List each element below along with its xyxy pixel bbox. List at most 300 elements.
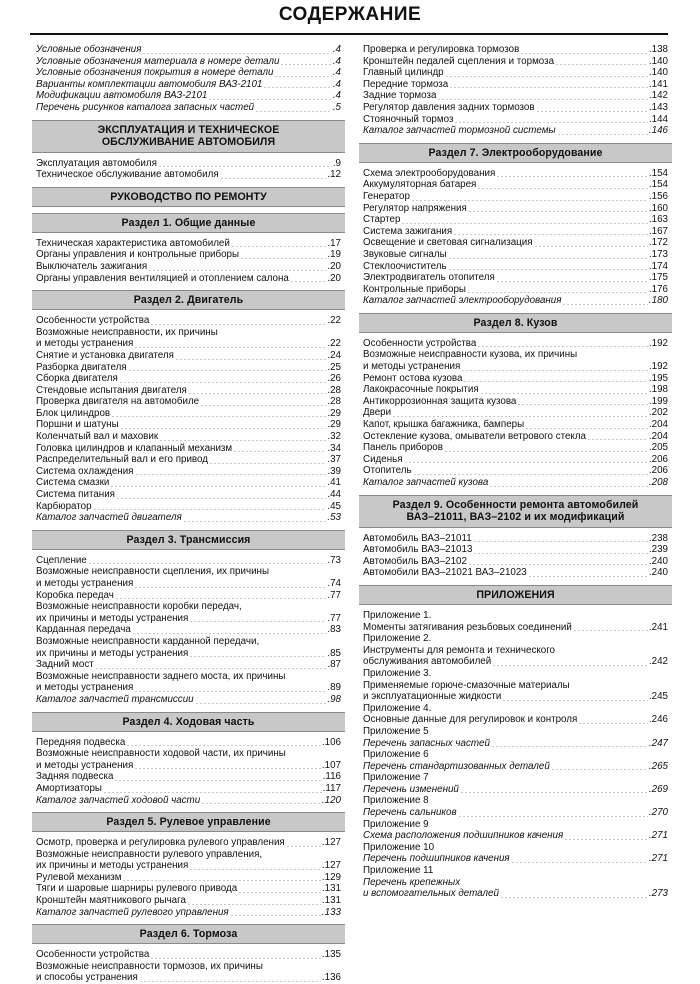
dot-leader bbox=[286, 846, 321, 847]
toc-entry-page: .273 bbox=[648, 888, 668, 900]
toc-entry[interactable] bbox=[36, 273, 341, 285]
toc-entry-line: Возможные неисправности рулевого управления, bbox=[36, 848, 263, 860]
toc-entry-line: Приложение 5 bbox=[363, 725, 429, 737]
dot-leader bbox=[467, 292, 648, 293]
toc-entry-page: .5 bbox=[332, 101, 341, 113]
toc-entry-line: Возможные неисправности сцепления, их причины bbox=[36, 566, 269, 578]
toc-entry-page: .87 bbox=[327, 659, 341, 671]
toc-entry[interactable] bbox=[363, 691, 668, 703]
toc-entry-title: Каталог запчастей кузова bbox=[363, 477, 489, 488]
toc-entry-page: .32 bbox=[327, 431, 341, 443]
toc-entry-page: .206 bbox=[648, 465, 668, 477]
toc-entry-title: Перечень стандартизованных деталей bbox=[363, 760, 550, 772]
toc-entry[interactable] bbox=[363, 214, 668, 226]
toc-entry[interactable] bbox=[363, 272, 668, 284]
toc-entry-title: Моменты затягивания резьбовых соединений bbox=[363, 621, 572, 633]
toc-entry-page: .269 bbox=[648, 783, 668, 795]
toc-entry-page: .240 bbox=[648, 555, 668, 567]
toc-entry-title: Задняя подвеска bbox=[36, 771, 114, 783]
toc-entry-title: Схема электрооборудования bbox=[363, 167, 496, 179]
toc-entry-title: и методы устранения bbox=[363, 361, 461, 373]
toc-entry[interactable] bbox=[363, 761, 668, 773]
toc-entry[interactable] bbox=[363, 102, 668, 114]
toc-entry[interactable] bbox=[363, 477, 668, 489]
toc-entry-line: Возможные неисправности ходовой части, их причины bbox=[36, 748, 286, 760]
dot-leader bbox=[110, 486, 326, 487]
toc-entry[interactable] bbox=[363, 361, 668, 373]
toc-entry[interactable] bbox=[36, 860, 341, 872]
dot-leader bbox=[220, 178, 327, 179]
dot-leader bbox=[189, 621, 326, 622]
page-title: СОДЕРЖАНИЕ bbox=[278, 4, 422, 25]
toc-entry-title: Электродвигатель отопителя bbox=[363, 272, 495, 284]
toc-entry[interactable] bbox=[363, 114, 668, 126]
section-heading bbox=[32, 213, 345, 233]
section-heading-line: Раздел 9. Особенности ремонта автомобилей bbox=[392, 498, 639, 511]
toc-entry-title: Карданная передача bbox=[36, 624, 131, 636]
section-heading-line: Раздел 3. Трансмиссия bbox=[126, 533, 251, 546]
toc-entry-page: .140 bbox=[648, 55, 668, 67]
dot-leader bbox=[564, 839, 648, 840]
section-heading-line: ВАЗ–21011, ВАЗ–2102 и их модификаций bbox=[406, 510, 625, 523]
toc-entry-title: Звуковые сигналы bbox=[363, 248, 447, 260]
toc-entry-page: .28 bbox=[327, 384, 341, 396]
section-heading bbox=[359, 585, 672, 605]
toc-entry-page: .143 bbox=[648, 101, 668, 113]
dot-leader bbox=[587, 439, 648, 440]
toc-entry[interactable] bbox=[36, 90, 341, 102]
dot-leader bbox=[448, 258, 648, 259]
toc-entry-title: Передние тормоза bbox=[363, 78, 449, 90]
toc-entry-page: .106 bbox=[321, 736, 341, 748]
toc-entry[interactable] bbox=[36, 443, 341, 455]
toc-entry-line: Возможные неисправности коробки передач, bbox=[36, 601, 242, 613]
toc-entry-title: Панель приборов bbox=[363, 442, 443, 454]
toc-entry-title: Выключатель зажигания bbox=[36, 260, 148, 272]
toc-entry[interactable] bbox=[36, 431, 341, 443]
toc-entry-page: .173 bbox=[648, 248, 668, 260]
toc-entry[interactable] bbox=[363, 454, 668, 466]
toc-entry[interactable] bbox=[363, 431, 668, 443]
toc-entry[interactable] bbox=[363, 261, 668, 273]
toc-entry[interactable] bbox=[36, 419, 341, 431]
toc-entry[interactable] bbox=[363, 90, 668, 102]
toc-entry[interactable] bbox=[36, 972, 341, 984]
toc-entry[interactable] bbox=[363, 203, 668, 215]
toc-entry-title: Остекление кузова, омыватели ветрового стекла bbox=[363, 430, 586, 442]
toc-entry-page: .142 bbox=[648, 90, 668, 102]
toc-entry-title: Освещение и световая сигнализация bbox=[363, 237, 533, 249]
dot-leader bbox=[134, 691, 326, 692]
dot-leader bbox=[188, 393, 327, 394]
section-heading bbox=[32, 924, 345, 944]
section-heading bbox=[32, 290, 345, 310]
toc-entry[interactable] bbox=[363, 714, 668, 726]
toc-entry[interactable] bbox=[36, 907, 341, 919]
toc-entry-line: Возможные неисправности кузова, их причины bbox=[363, 349, 578, 361]
toc-entry-page: .135 bbox=[321, 949, 341, 961]
toc-entry[interactable] bbox=[36, 238, 341, 250]
toc-entry-title: Модификации автомобиля ВАЗ-2101 bbox=[36, 90, 208, 102]
toc-entry[interactable] bbox=[363, 56, 668, 68]
section-heading-line: Раздел 1. Общие данные bbox=[121, 216, 256, 229]
toc-entry-page: .37 bbox=[327, 454, 341, 466]
toc-entry-page: .131 bbox=[321, 895, 341, 907]
toc-entry-title: Каталог запчастей ходовой части bbox=[36, 794, 201, 806]
toc-entry-title: Блок цилиндров bbox=[36, 407, 111, 419]
toc-entry-page: .17 bbox=[327, 237, 341, 249]
toc-entry-page: .160 bbox=[648, 202, 668, 214]
dot-leader bbox=[489, 486, 648, 487]
toc-entry[interactable] bbox=[36, 590, 341, 602]
toc-entry-page: .9 bbox=[332, 157, 341, 169]
toc-entry-title: Проверка и регулировка тормозов bbox=[363, 44, 520, 55]
toc-entry-page: .29 bbox=[327, 407, 341, 419]
toc-entry-title: Сцепление bbox=[36, 554, 87, 566]
toc-entry-page: .206 bbox=[648, 453, 668, 465]
toc-entry-page: .242 bbox=[648, 656, 668, 668]
toc-entry[interactable] bbox=[363, 807, 668, 819]
toc-entry[interactable] bbox=[363, 125, 668, 137]
toc-entry-page: .12 bbox=[327, 169, 341, 181]
toc-entry-page: .240 bbox=[648, 567, 668, 579]
section-heading bbox=[32, 120, 345, 153]
toc-entry[interactable] bbox=[36, 949, 341, 961]
dot-leader bbox=[132, 633, 327, 634]
toc-entry-title: Отопитель bbox=[363, 465, 412, 477]
toc-entry-title: Разборка двигателя bbox=[36, 361, 127, 373]
section-heading-line: Раздел 8. Кузов bbox=[473, 316, 558, 329]
toc-entry[interactable] bbox=[36, 477, 341, 489]
dot-leader bbox=[209, 463, 326, 464]
toc-entry-title: Автомобили ВАЗ–21021 ВАЗ–21023 bbox=[363, 567, 527, 579]
dot-leader bbox=[134, 587, 326, 588]
toc-entry[interactable] bbox=[36, 659, 341, 671]
toc-entry-page: .239 bbox=[648, 544, 668, 556]
toc-entry-title: Автомобиль ВАЗ–21011 bbox=[363, 532, 472, 544]
dot-leader bbox=[473, 553, 648, 554]
toc-entry-page: .202 bbox=[648, 407, 668, 419]
toc-entry-title: Коленчатый вал и маховик bbox=[36, 431, 159, 443]
toc-entry-page: .199 bbox=[648, 395, 668, 407]
toc-entry-title: Каталог запчастей рулевого управления bbox=[36, 906, 229, 918]
dot-leader bbox=[274, 76, 331, 77]
toc-entry-title: Антикоррозионная защита кузова bbox=[363, 395, 517, 407]
dot-leader bbox=[460, 792, 648, 793]
toc-entry[interactable] bbox=[363, 373, 668, 385]
toc-entry-page: .174 bbox=[648, 260, 668, 272]
toc-entry[interactable] bbox=[36, 56, 341, 68]
toc-entry[interactable] bbox=[36, 783, 341, 795]
toc-entry-page: .29 bbox=[327, 419, 341, 431]
toc-entry-title: их причины и методы устранения bbox=[36, 647, 189, 659]
toc-entry[interactable] bbox=[36, 408, 341, 420]
toc-entry-page: .20 bbox=[327, 272, 341, 284]
dot-leader bbox=[119, 382, 327, 383]
toc-entry-page: .4 bbox=[332, 78, 341, 90]
toc-entry[interactable] bbox=[36, 249, 341, 261]
toc-entry-page: .120 bbox=[321, 794, 341, 806]
toc-entry-title: Лакокрасочные покрытия bbox=[363, 384, 479, 396]
section-heading-line: ОБСЛУЖИВАНИЕ АВТОМОБИЛЯ bbox=[101, 135, 276, 148]
toc-entry[interactable] bbox=[36, 373, 341, 385]
toc-entry-title: и методы устранения bbox=[36, 338, 134, 350]
toc-entry[interactable] bbox=[363, 284, 668, 296]
toc-entry-page: .138 bbox=[648, 44, 668, 55]
toc-entry[interactable] bbox=[36, 158, 341, 170]
toc-entry[interactable] bbox=[36, 771, 341, 783]
toc-entry-title: Сиденья bbox=[363, 453, 403, 465]
toc-entry-title: Проверка двигателя на автомобиле bbox=[36, 396, 200, 408]
dot-leader bbox=[448, 269, 648, 270]
dot-leader bbox=[120, 428, 327, 429]
dot-leader bbox=[557, 134, 648, 135]
toc-entry[interactable] bbox=[363, 67, 668, 79]
toc-entry[interactable] bbox=[363, 556, 668, 568]
toc-entry-title: Поршни и шатуны bbox=[36, 419, 119, 431]
toc-entry-title: Перечень подшипников качения bbox=[363, 853, 510, 865]
toc-entry-page: .74 bbox=[327, 578, 341, 589]
toc-entry[interactable] bbox=[36, 261, 341, 273]
dot-leader bbox=[500, 897, 648, 898]
toc-entry-title: Задние тормоза bbox=[363, 90, 437, 102]
toc-entry[interactable] bbox=[36, 895, 341, 907]
toc-entry-title: и эксплуатационные жидкости bbox=[363, 691, 502, 703]
toc-entry-title: Условные обозначения покрытия в номере детали bbox=[36, 67, 274, 79]
toc-entry-page: .163 bbox=[648, 214, 668, 226]
section-heading bbox=[32, 812, 345, 832]
toc-entry[interactable] bbox=[363, 249, 668, 261]
toc-entry-page: .172 bbox=[648, 237, 668, 249]
toc-entry[interactable] bbox=[363, 407, 668, 419]
toc-entry[interactable] bbox=[36, 466, 341, 478]
toc-entry-line: Приложение 2. bbox=[363, 633, 432, 645]
toc-entry[interactable] bbox=[363, 544, 668, 556]
toc-entry-page: .98 bbox=[327, 693, 341, 705]
toc-entry-title: Кронштейн педалей сцепления и тормоза bbox=[363, 55, 555, 67]
dot-leader bbox=[562, 304, 647, 305]
toc-entry[interactable] bbox=[363, 442, 668, 454]
toc-entry[interactable] bbox=[363, 888, 668, 900]
toc-entry[interactable] bbox=[363, 168, 668, 180]
dot-leader bbox=[468, 564, 648, 565]
toc-entry[interactable] bbox=[363, 853, 668, 865]
toc-entry-title: Перечень изменений bbox=[363, 783, 459, 795]
section-heading bbox=[32, 530, 345, 550]
toc-entry-line: Приложение 1. bbox=[363, 609, 432, 621]
toc-entry-title: Каталог запчастей трансмиссии bbox=[36, 693, 194, 705]
toc-entry[interactable] bbox=[363, 79, 668, 91]
toc-entry-page: .116 bbox=[322, 771, 341, 783]
toc-entry[interactable] bbox=[36, 555, 341, 567]
toc-entry[interactable] bbox=[36, 682, 341, 694]
dot-leader bbox=[411, 200, 648, 201]
dot-leader bbox=[463, 381, 647, 382]
dot-leader bbox=[238, 892, 321, 893]
toc-entry-title: Основные данные для регулировок и контроля bbox=[363, 714, 578, 726]
toc-entry-title: их причины и методы устранения bbox=[36, 860, 189, 872]
dot-leader bbox=[480, 393, 648, 394]
dot-leader bbox=[200, 405, 326, 406]
toc-entry[interactable] bbox=[36, 737, 341, 749]
toc-entry[interactable] bbox=[36, 512, 341, 524]
section-heading-line: Раздел 7. Электрооборудование bbox=[428, 146, 603, 159]
dot-leader bbox=[551, 769, 648, 770]
toc-entry-page: .129 bbox=[321, 871, 341, 883]
toc-entry[interactable] bbox=[36, 362, 341, 374]
dot-leader bbox=[263, 87, 331, 88]
toc-entry-line: Возможные неисправности заднего моста, их причины bbox=[36, 670, 286, 682]
toc-entry-title: Аккумуляторная батарея bbox=[363, 179, 477, 191]
section-heading bbox=[359, 313, 672, 333]
toc-entry[interactable] bbox=[36, 648, 341, 660]
dot-leader bbox=[468, 211, 648, 212]
dot-leader bbox=[175, 359, 327, 360]
toc-entry-page: .24 bbox=[327, 349, 341, 361]
toc-entry-title: Сборка двигателя bbox=[36, 373, 118, 385]
toc-entry-title: Условные обозначения bbox=[36, 44, 142, 55]
dot-leader bbox=[122, 880, 320, 881]
toc-entry-page: .4 bbox=[332, 67, 341, 79]
toc-entry-title: Регулятор напряжения bbox=[363, 202, 467, 214]
toc-entry-page: .204 bbox=[648, 430, 668, 442]
toc-entry-page: .175 bbox=[648, 272, 668, 284]
toc-entry-title: Система смазки bbox=[36, 477, 110, 489]
toc-entry[interactable] bbox=[36, 872, 341, 884]
toc-entry-title: Система охлаждения bbox=[36, 465, 134, 477]
toc-entry-page: .22 bbox=[327, 315, 341, 327]
dot-leader bbox=[195, 703, 327, 704]
toc-entry-page: .140 bbox=[648, 67, 668, 79]
toc-entry-title: Стеклоочиститель bbox=[363, 260, 447, 272]
toc-entry-title: Распределительный вал и его привод bbox=[36, 454, 208, 466]
toc-entry-title: Перечень сальников bbox=[363, 807, 457, 819]
toc-entry[interactable] bbox=[363, 44, 668, 56]
toc-entry[interactable] bbox=[363, 465, 668, 477]
toc-entry-title: Техническое обслуживание автомобиля bbox=[36, 169, 219, 181]
toc-entry[interactable] bbox=[36, 102, 341, 114]
toc-entry[interactable] bbox=[363, 656, 668, 668]
section-heading-line: ПРИЛОЖЕНИЯ bbox=[476, 588, 555, 601]
toc-entry[interactable] bbox=[36, 169, 341, 181]
toc-entry[interactable] bbox=[36, 489, 341, 501]
toc-entry[interactable] bbox=[363, 384, 668, 396]
dot-leader bbox=[95, 668, 327, 669]
toc-entry-title: Варианты комплектации автомобиля ВАЗ-2101 bbox=[36, 78, 263, 90]
dot-leader bbox=[139, 981, 321, 982]
toc-entry-page: .241 bbox=[648, 621, 668, 633]
toc-entry[interactable] bbox=[363, 738, 668, 750]
toc-entry-title: Каталог запчастей тормозной системы bbox=[363, 125, 556, 137]
toc-entry[interactable] bbox=[363, 830, 668, 842]
toc-entry-page: .25 bbox=[327, 361, 341, 373]
toc-entry[interactable] bbox=[36, 883, 341, 895]
toc-entry[interactable] bbox=[363, 179, 668, 191]
toc-entry[interactable] bbox=[36, 67, 341, 79]
toc-entry-page: .271 bbox=[648, 853, 668, 865]
toc-entry[interactable] bbox=[363, 226, 668, 238]
toc-entry[interactable] bbox=[36, 760, 341, 772]
toc-entry[interactable] bbox=[363, 396, 668, 408]
dot-leader bbox=[413, 474, 648, 475]
dot-leader bbox=[528, 576, 648, 577]
toc-entry-page: .246 bbox=[648, 714, 668, 726]
dot-leader bbox=[201, 803, 321, 804]
toc-entry-line: Перечень крепежных bbox=[363, 876, 461, 888]
toc-entry-page: .195 bbox=[648, 372, 668, 384]
toc-entry[interactable] bbox=[36, 795, 341, 807]
toc-entry[interactable] bbox=[36, 44, 341, 56]
dot-leader bbox=[128, 370, 327, 371]
toc-entry-title: Каталог запчастей электрооборудования bbox=[363, 295, 562, 307]
dot-leader bbox=[555, 64, 648, 65]
dot-leader bbox=[255, 111, 332, 112]
toc-entry[interactable] bbox=[36, 338, 341, 350]
toc-entry[interactable] bbox=[363, 567, 668, 579]
toc-entry-page: .265 bbox=[648, 760, 668, 772]
toc-entry-title: Стартер bbox=[363, 214, 401, 226]
dot-leader bbox=[148, 270, 326, 271]
toc-entry[interactable] bbox=[36, 613, 341, 625]
toc-entry[interactable] bbox=[36, 578, 341, 590]
toc-entry-title: Каталог запчастей двигателя bbox=[36, 512, 182, 524]
toc-entry[interactable] bbox=[36, 315, 341, 327]
dot-leader bbox=[189, 656, 326, 657]
dot-leader bbox=[449, 87, 648, 88]
toc-entry[interactable] bbox=[36, 837, 341, 849]
toc-entry[interactable] bbox=[36, 396, 341, 408]
toc-entry-line: Приложение 10 bbox=[363, 841, 435, 853]
toc-entry[interactable] bbox=[363, 533, 668, 545]
toc-entry[interactable] bbox=[363, 622, 668, 634]
dot-leader bbox=[134, 347, 326, 348]
toc-entry-page: .4 bbox=[332, 55, 341, 67]
toc-entry[interactable] bbox=[36, 694, 341, 706]
toc-entry[interactable] bbox=[36, 454, 341, 466]
toc-entry-page: .73 bbox=[327, 554, 341, 566]
dot-leader bbox=[536, 111, 648, 112]
toc-entry[interactable] bbox=[363, 419, 668, 431]
toc-entry[interactable] bbox=[36, 501, 341, 513]
dot-leader bbox=[461, 370, 648, 371]
dot-leader bbox=[111, 416, 326, 417]
toc-entry-title: Ремонт остова кузова bbox=[363, 372, 463, 384]
toc-entry[interactable] bbox=[36, 79, 341, 91]
toc-entry-page: .39 bbox=[327, 465, 341, 477]
toc-entry[interactable] bbox=[36, 385, 341, 397]
toc-entry-title: Задний мост bbox=[36, 659, 94, 671]
toc-entry[interactable] bbox=[363, 237, 668, 249]
toc-entry-page: .144 bbox=[648, 113, 668, 125]
toc-entry-title: Перечень запасных частей bbox=[363, 737, 490, 749]
toc-entry-title: и методы устранения bbox=[36, 578, 134, 589]
dot-leader bbox=[477, 346, 648, 347]
section-heading-line: РУКОВОДСТВО ПО РЕМОНТУ bbox=[110, 190, 267, 203]
dot-leader bbox=[158, 166, 332, 167]
dot-leader bbox=[502, 700, 648, 701]
toc-entry[interactable] bbox=[363, 295, 668, 307]
toc-entry[interactable] bbox=[363, 784, 668, 796]
toc-entry-page: .41 bbox=[327, 477, 341, 489]
toc-entry[interactable] bbox=[363, 338, 668, 350]
dot-leader bbox=[520, 53, 648, 54]
toc-entry[interactable] bbox=[36, 624, 341, 636]
dot-leader bbox=[142, 53, 331, 54]
dot-leader bbox=[491, 746, 648, 747]
toc-entry[interactable] bbox=[36, 350, 341, 362]
toc-entry[interactable] bbox=[363, 191, 668, 203]
dot-leader bbox=[116, 498, 326, 499]
